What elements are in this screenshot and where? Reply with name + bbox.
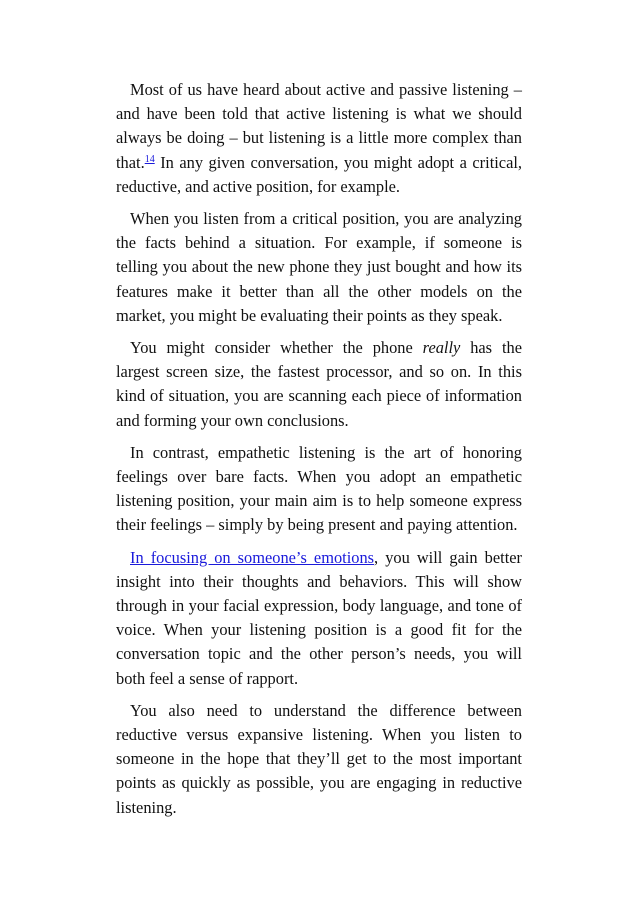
paragraph-text: In any given conversation, you might adopt a critical, reductive, and active position, for example. bbox=[116, 152, 522, 196]
paragraph-emotions bbox=[116, 546, 522, 691]
footnote-reference[interactable]: 14 bbox=[144, 153, 155, 165]
paragraph-text: , you will gain better insight into their thoughts and behaviors. This will show through in your facial expression, body language, and tone of voice. When your listening position is a good fit for the conversation topic and the other person’s needs, you will both feel a sense of rapport. bbox=[116, 547, 522, 688]
paragraph-critical-position: When you listen from a critical position, you are analyzing the facts behind a situation. For example, if someone is telling you about the new phone they just bought and how its features make it better than all the other models on the market, you might be evaluating their points as they speak. bbox=[116, 209, 522, 325]
emphasis-text: really bbox=[422, 338, 461, 358]
paragraph-text: You might consider whether the phone bbox=[130, 338, 423, 358]
paragraph-empathetic-listening: In contrast, empathetic listening is the art of honoring feelings over bare facts. When you adopt an empathetic listening position, your main aim is to help someone express their feelings – simply by being present and paying attention. bbox=[116, 442, 522, 535]
paragraph-text: Most of us have heard about active and passive listening – and have been told that active listening is what we should always be doing – but listening is a little more complex than that. bbox=[116, 80, 522, 172]
paragraph-text: has the largest screen size, the fastest processor, and so on. In this kind of situation, you are scanning each piece of information and forming your own conclusions. bbox=[116, 338, 522, 430]
emotions-link[interactable]: In focusing on someone’s emotions bbox=[130, 547, 375, 567]
paragraph-phone-example bbox=[116, 336, 522, 433]
paragraph-active-passive bbox=[116, 78, 522, 199]
paragraph-reductive-listening: You also need to understand the difference between reductive versus expansive listening. When you listen to someone in the hope that they’ll get to the most important points as quickly as possible, you are engaging in reductive listening. bbox=[116, 700, 522, 817]
document-page bbox=[116, 78, 522, 828]
